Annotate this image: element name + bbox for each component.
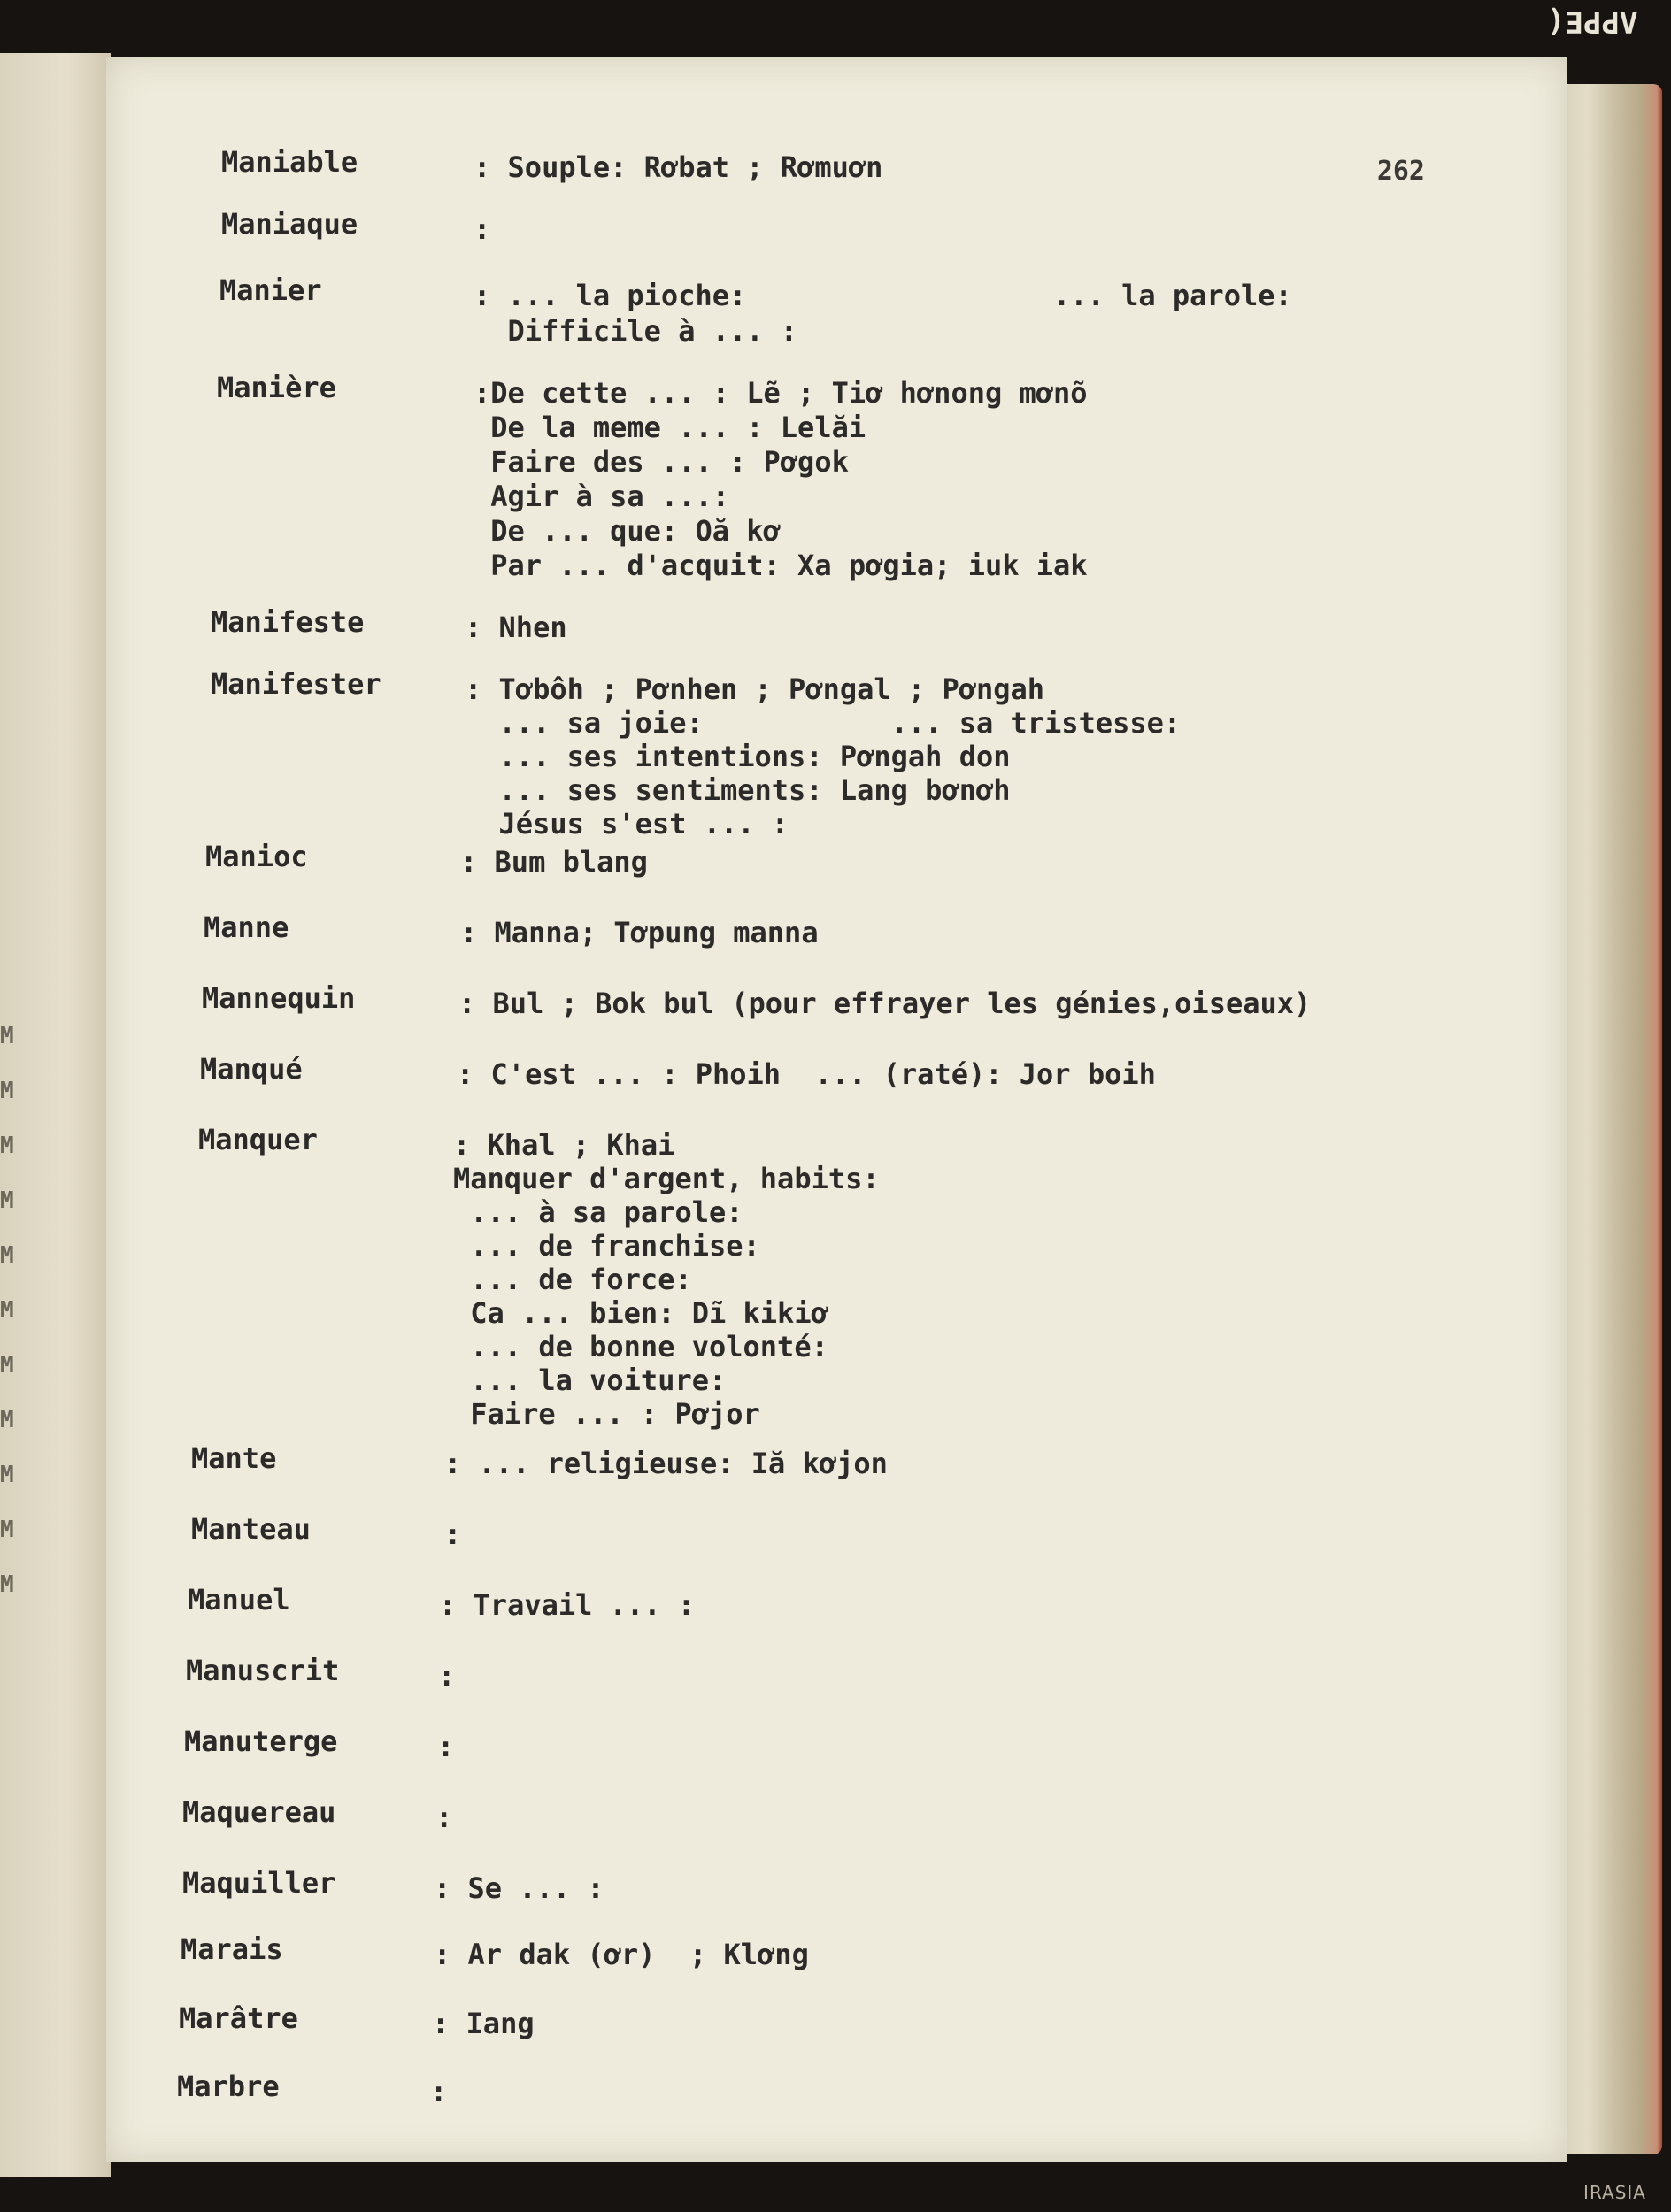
entry-definition-line: : C'est ... : Phoih ... (raté): Jor boih [457,1057,1156,1091]
margin-letter: M [0,1407,14,1433]
entry-definition-line: : [444,1517,462,1551]
entry-definition-line: : Travail ... : [439,1588,695,1622]
entries-list [106,57,1567,2162]
entry-definition-line: Par ... d'acquit: Xa pơgia; iuk iak [474,549,1088,582]
dictionary-page [106,57,1567,2162]
entry-term: Manuel [188,1583,290,1617]
entry-definition-line: : [438,1659,456,1693]
entry-definition-line: : Tơbôh ; Pơnhen ; Pơngal ; Pơngah [465,672,1045,706]
page-number: 262 [1376,156,1425,187]
margin-letter: M [0,1352,14,1379]
entry-term: Manuscrit [186,1654,340,1687]
entry-term: Manière [217,371,336,404]
watermark: IRASIA [1583,2182,1646,2203]
entry-definition-line: : Nhen [465,611,567,644]
page-stack-edge [1556,84,1662,2154]
entry-term: Mante [191,1441,277,1475]
entry-definition-line: : Khal ; Khai [453,1128,675,1162]
margin-letter: M [0,1023,14,1049]
entry-definition-line: : [435,1801,453,1834]
entry-definition-line: : [437,1730,455,1763]
entry-definition-line: : Manna; Tơpung manna [460,916,819,949]
entry-definition-line: Manquer d'argent, habits: [453,1162,880,1195]
entry-definition-line: Difficile à ... : [474,314,798,348]
left-page-edge [0,53,111,2177]
entry-definition-line: Agir à sa ...: [474,480,729,513]
entry-definition-line: De la meme ... : Lelăi [474,411,866,444]
entry-definition-line: ... de force: [453,1263,692,1296]
entry-term: Manteau [191,1512,311,1546]
left-margin-letters [0,1009,35,1612]
entry-definition-line: ... de franchise: [453,1229,760,1263]
margin-letter: M [0,1297,14,1324]
margin-letter: M [0,1571,14,1598]
entry-definition-line: ... sa joie: ... sa tristesse: [465,706,1182,740]
entry-definition-line: : Se ... : [434,1871,604,1905]
entry-definition-line: : [430,2075,448,2108]
entry-term: Maniaque [221,207,358,241]
margin-letter: M [0,1242,14,1269]
entry-definition-line: ... ses intentions: Pơngah don [465,740,1011,773]
entry-term: Maniable [221,145,358,179]
entry-definition-line: ... ses sentiments: Lang bơnơh [465,773,1011,807]
entry-term: Manifester [211,667,381,701]
entry-definition-line: ... à sa parole: [453,1195,743,1229]
entry-definition-line: : Bum blang [460,845,648,879]
entry-term: Marâtre [179,2001,298,2035]
corner-mark: ΛPPE( [1546,4,1637,39]
entry-definition-line: : ... religieuse: Iă kơjon [444,1447,888,1480]
entry-term: Manqué [200,1052,303,1086]
margin-letter: M [0,1517,14,1543]
entry-definition-line: ... de bonne volonté: [453,1330,828,1363]
entry-definition-line: Jésus s'est ... : [465,807,789,841]
entry-definition-line: Faire des ... : Pơgok [474,445,849,479]
entry-definition-line: : ... la pioche: ... la parole: [474,279,1292,312]
entry-term: Maquereau [182,1795,336,1829]
entry-term: Manquer [198,1123,318,1156]
entry-definition-line: : Bul ; Bok bul (pour effrayer les génies,oiseaux) [458,987,1312,1020]
entry-definition-line: ... la voiture: [453,1363,727,1397]
entry-term: Maquiller [182,1866,336,1900]
entry-term: Marbre [177,2070,280,2103]
entry-term: Manier [219,273,322,307]
entry-definition-line: Ca ... bien: Dĩ kikiơ [453,1296,828,1330]
entry-term: Mannequin [202,981,356,1015]
entry-definition-line: : Iang [432,2007,535,2040]
entry-definition-line: : Souple: Rơbat ; Rơmuơn [474,150,883,184]
entry-definition-line: Faire ... : Pơjor [453,1397,760,1431]
margin-letter: M [0,1078,14,1104]
entry-term: Manioc [205,840,308,873]
entry-definition-line: De ... que: Oă kơ [474,514,781,548]
entry-definition-line: : Ar dak (ơr) ; Klơng [434,1938,809,1971]
entry-definition-line: :De cette ... : Lẽ ; Tiơ hơnong mơnõ [474,376,1088,410]
margin-letter: M [0,1133,14,1159]
entry-term: Manne [204,910,289,944]
entry-term: Manifeste [211,605,365,639]
margin-letter: M [0,1187,14,1214]
entry-term: Manuterge [184,1724,338,1758]
margin-letter: M [0,1462,14,1488]
entry-term: Marais [181,1932,283,1966]
entry-definition-line: : [474,212,491,246]
